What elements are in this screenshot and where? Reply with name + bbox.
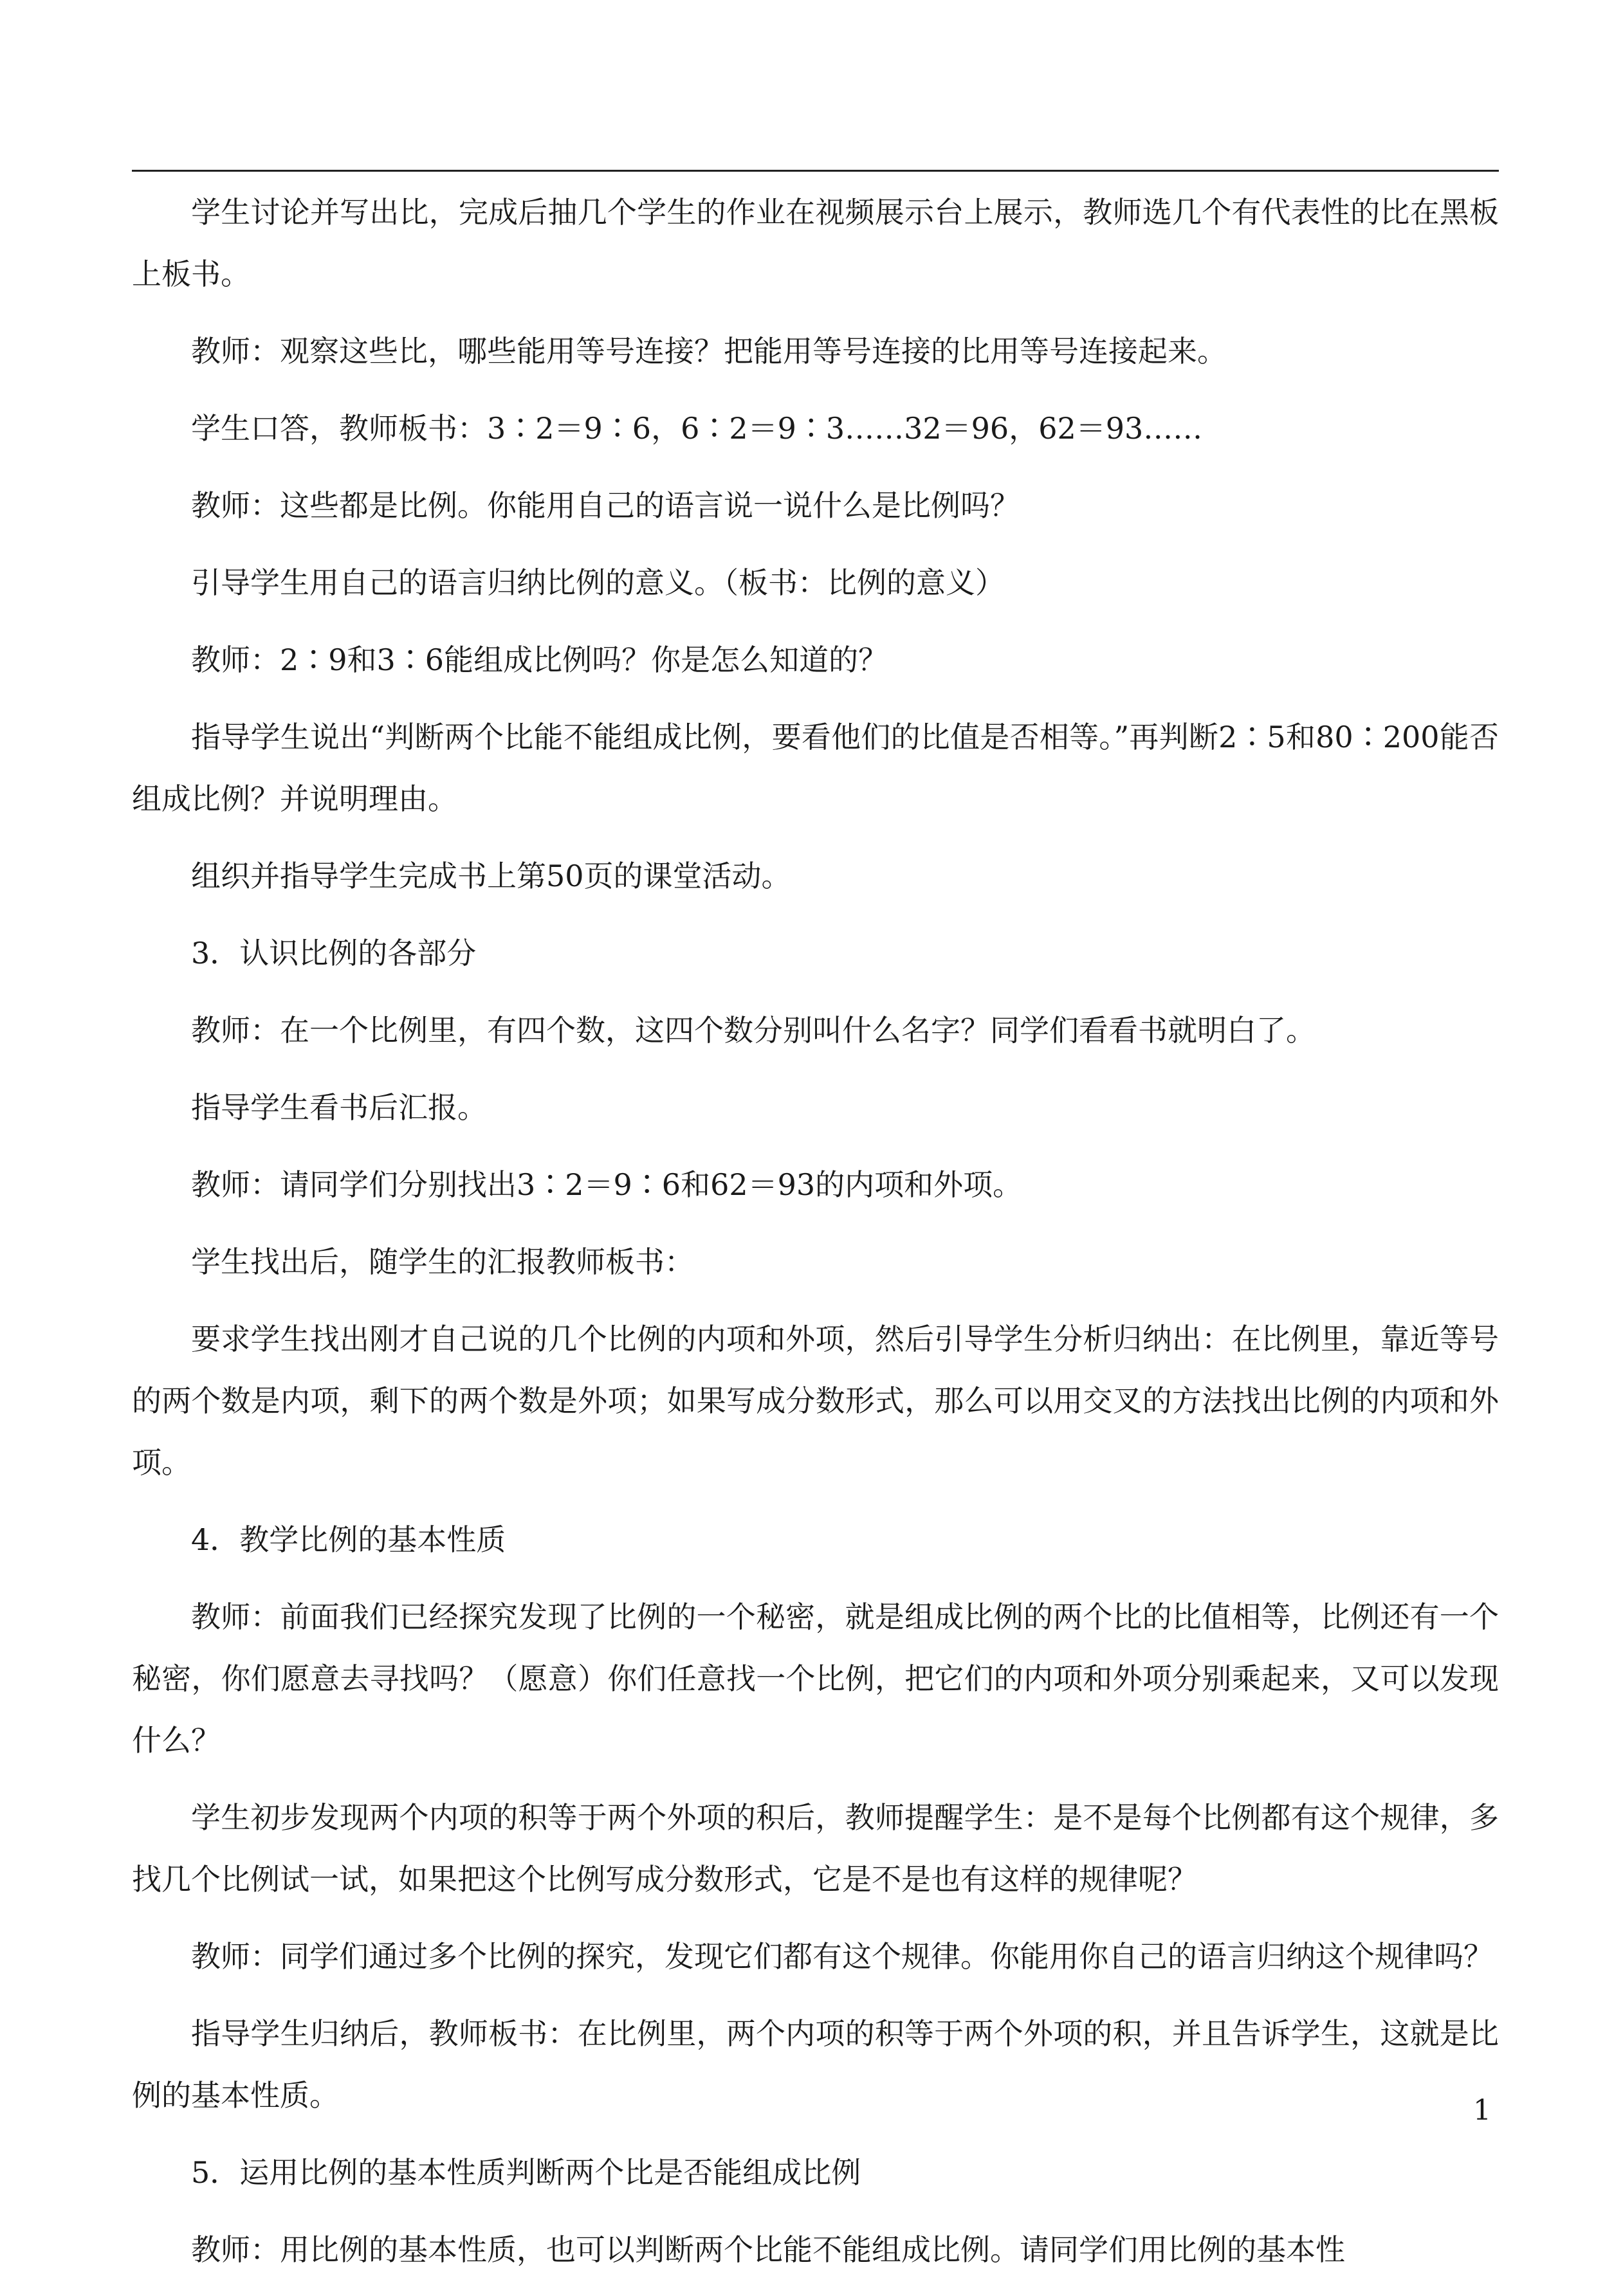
paragraph: 教师：请同学们分别找出3∶2＝9∶6和62＝93的内项和外项。 — [191, 1167, 1023, 1202]
paragraph: 学生口答，教师板书：3∶2＝9∶6，6∶2＝9∶3……32＝96，62＝93…… — [191, 411, 1203, 446]
paragraph: 教师：前面我们已经探究发现了比例的一个秘密，就是组成比例的两个比的比值相等，比例还有一个秘密，你们愿意去寻找吗？（愿意）你们任意找一个比例，把它们的内项和外项分别乘起来，又可以发现什么？ — [132, 1599, 1499, 1758]
paragraph: 教师：在一个比例里，有四个数，这四个数分别叫什么名字？同学们看看书就明白了。 — [191, 1013, 1316, 1048]
paragraph: 教师：同学们通过多个比例的探究，发现它们都有这个规律。你能用你自己的语言归纳这个规律吗？ — [191, 1939, 1493, 1974]
page-number: 1 — [1473, 2094, 1491, 2127]
section-heading: 4．教学比例的基本性质 — [191, 1522, 506, 1557]
section-heading: 3．认识比例的各部分 — [191, 936, 477, 970]
paragraph: 学生讨论并写出比，完成后抽几个学生的作业在视频展示台上展示，教师选几个有代表性的比在黑板上板书。 — [132, 195, 1499, 291]
paragraph: 教师：观察这些比，哪些能用等号连接？把能用等号连接的比用等号连接起来。 — [191, 334, 1227, 369]
paragraph: 组织并指导学生完成书上第50页的课堂活动。 — [191, 859, 791, 893]
header-rule — [132, 170, 1499, 172]
paragraph: 引导学生用自己的语言归纳比例的意义。（板书：比例的意义） — [191, 565, 1005, 600]
document-body — [132, 181, 1499, 2296]
paragraph: 学生初步发现两个内项的积等于两个外项的积后，教师提醒学生：是不是每个比例都有这个规律，多找几个比例试一试，如果把这个比例写成分数形式，它是不是也有这样的规律呢？ — [132, 1800, 1499, 1897]
paragraph: 要求学生找出刚才自己说的几个比例的内项和外项，然后引导学生分析归纳出：在比例里，靠近等号的两个数是内项，剩下的两个数是外项；如果写成分数形式，那么可以用交叉的方法找出比例的内项和外项。 — [132, 1322, 1499, 1480]
paragraph: 教师：这些都是比例。你能用自己的语言说一说什么是比例吗？ — [191, 488, 1020, 523]
paragraph: 教师：用比例的基本性质，也可以判断两个比能不能组成比例。请同学们用比例的基本性 — [191, 2232, 1345, 2267]
paragraph: 教师：2∶9和3∶6能组成比例吗？你是怎么知道的？ — [191, 642, 888, 677]
paragraph: 指导学生说出“判断两个比能不能组成比例，要看他们的比值是否相等。”再判断2∶5和80∶200能否组成比例？并说明理由。 — [132, 720, 1499, 816]
section-heading: 5．运用比例的基本性质判断两个比是否能组成比例 — [191, 2155, 861, 2190]
paragraph: 学生找出后，随学生的汇报教师板书： — [191, 1244, 694, 1279]
paragraph: 指导学生看书后汇报。 — [191, 1090, 487, 1125]
paragraph: 指导学生归纳后，教师板书：在比例里，两个内项的积等于两个外项的积，并且告诉学生，这就是比例的基本性质。 — [132, 2016, 1499, 2113]
